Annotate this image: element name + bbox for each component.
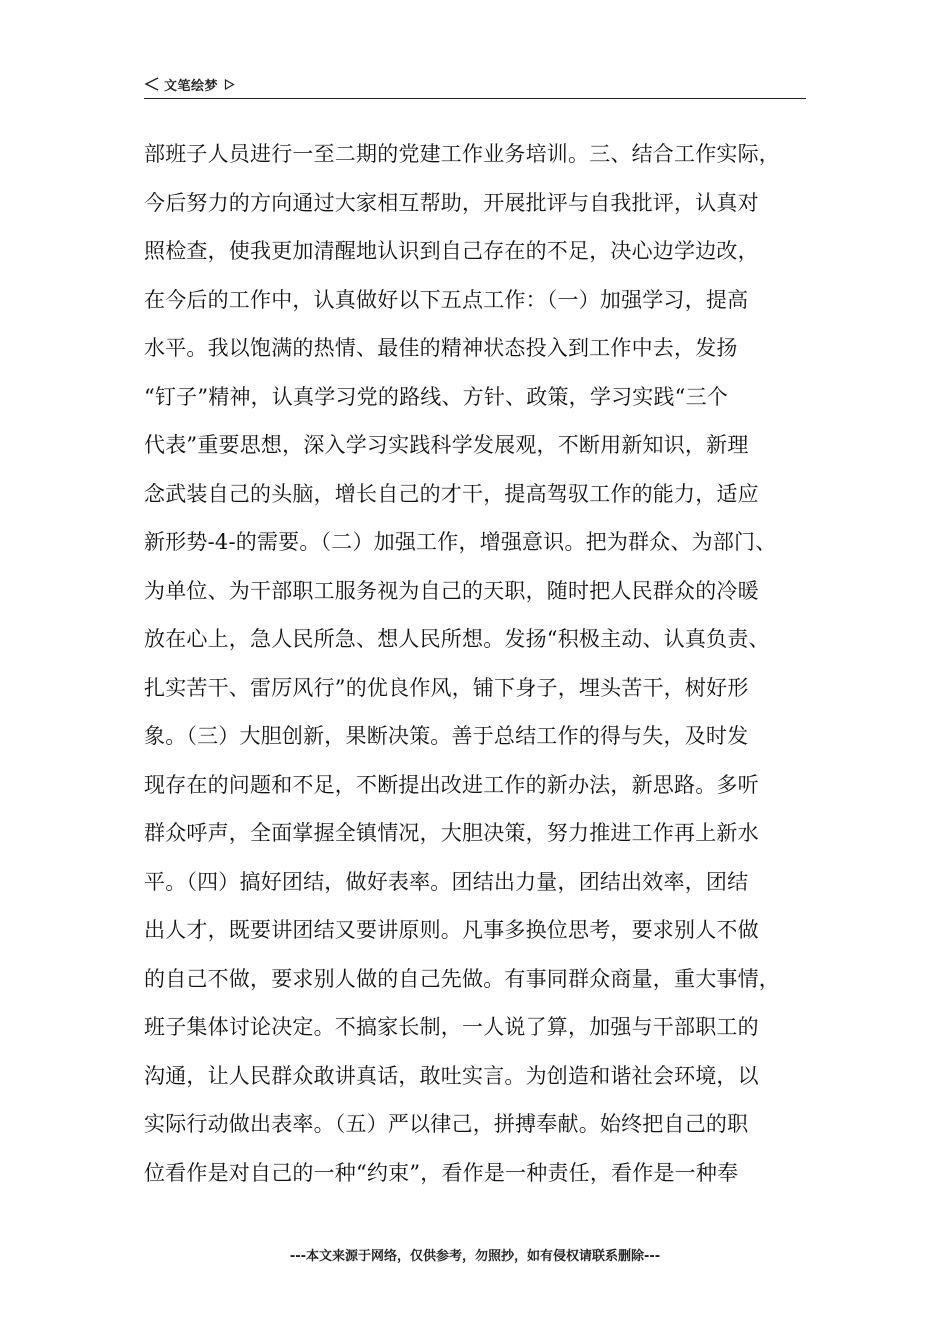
body-line: 群众呼声，全面掌握全镇情况，大胆决策，努力推进工作再上新水: [144, 821, 759, 845]
triangle-left-icon: [144, 76, 160, 92]
footer-disclaimer: ---本文来源于网络，仅供参考，勿照抄，如有侵权请联系删除---: [289, 1249, 661, 1264]
page-header: [144, 74, 806, 99]
body-text: [144, 130, 809, 1197]
brand-name: 文笔绘梦: [164, 78, 219, 94]
body-line: 沟通，让人民群众敢讲真话，敢吐实言。为创造和谐社会环境，以: [144, 1063, 759, 1088]
body-line: 的自己不做，要求别人做的自己先做。有事同群众商量，重大事情，: [144, 966, 780, 991]
body-line: 水平。我以饱满的热情、最佳的精神状态投入到工作中去，发扬: [144, 336, 738, 360]
body-line: 现存在的问题和不足，不断提出改进工作的新办法，新思路。多听: [144, 772, 759, 797]
body-line: 平。（四）搞好团结，做好表率。团结出力量，团结出效率，团结: [144, 869, 749, 894]
body-line: 在今后的工作中，认真做好以下五点工作：（一）加强学习，提高: [144, 287, 749, 312]
body-line: “钉子”精神，认真学习党的路线、方针、政策，学习实践“三个: [144, 384, 729, 409]
body-line: 放在心上，急人民所急、想人民所想。发扬“积极主动、认真负责、: [144, 627, 770, 651]
body-line: 位看作是对自己的一种“约束”，看作是一种责任，看作是一种奉: [144, 1160, 739, 1185]
body-line: 象。（三）大胆创新，果断决策。善于总结工作的得与失，及时发: [144, 724, 749, 748]
body-line: 扎实苦干、雷厉风行”的优良作风，铺下身子，埋头苦干，树好形: [144, 675, 749, 700]
body-line: 新形势-4-的需要。（二）加强工作，增强意识。把为群众、为部门、: [144, 530, 777, 554]
header-brand: [144, 74, 235, 94]
body-line: 部班子人员进行一至二期的党建工作业务培训。三、结合工作实际，: [144, 142, 780, 166]
body-line: 照检查，使我更加清醒地认识到自己存在的不足，决心边学边改，: [144, 239, 759, 263]
body-line: 念武装自己的头脑，增长自己的才干，提高驾驭工作的能力，适应: [144, 481, 759, 506]
body-line: 代表”重要思想，深入学习实践科学发展观，不断用新知识，新理: [144, 433, 749, 457]
body-line: 班子集体讨论决定。不搞家长制，一人说了算，加强与干部职工的: [144, 1015, 759, 1039]
body-line: 出人才，既要讲团结又要讲原则。凡事多换位思考，要求别人不做: [144, 918, 759, 942]
body-line: 实际行动做出表率。（五）严以律己，拼搏奉献。始终把自己的职: [144, 1112, 749, 1136]
body-line: 为单位、为干部职工服务视为自己的天职，随时把人民群众的冷暖: [144, 578, 759, 603]
triangle-right-icon: [224, 79, 235, 90]
body-line: 今后努力的方向通过大家相互帮助，开展批评与自我批评，认真对: [144, 190, 759, 215]
